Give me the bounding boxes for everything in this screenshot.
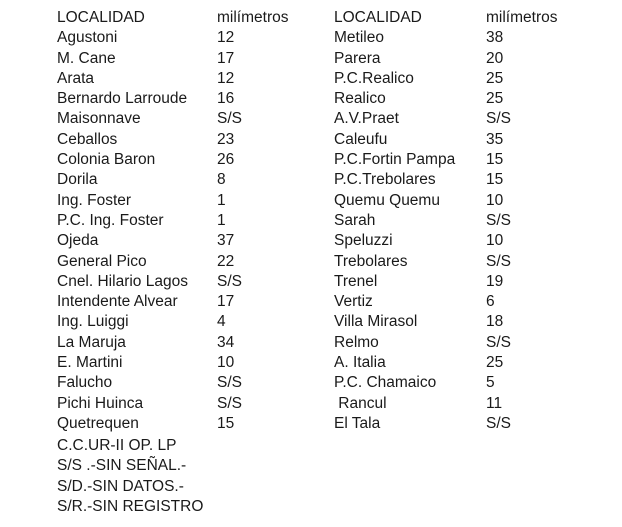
right-milimetros-header: milímetros bbox=[486, 9, 558, 26]
right-value: 20 bbox=[486, 49, 504, 67]
left-locality: General Pico bbox=[57, 252, 147, 270]
left-value: S/S bbox=[217, 272, 242, 290]
left-locality: Pichi Huinca bbox=[57, 394, 144, 412]
left-locality: Ing. Luiggi bbox=[57, 313, 129, 331]
right-locality: Vertiz bbox=[334, 293, 373, 311]
right-value: 25 bbox=[486, 90, 504, 108]
left-value: 37 bbox=[217, 232, 235, 250]
left-value: S/S bbox=[217, 110, 242, 128]
right-value: S/S bbox=[486, 414, 511, 432]
right-locality: Sarah bbox=[334, 211, 376, 229]
left-locality: Intendente Alvear bbox=[57, 293, 178, 311]
left-value: S/S bbox=[217, 394, 242, 412]
right-value: 19 bbox=[486, 272, 504, 290]
left-value: 16 bbox=[217, 90, 235, 108]
left-value: 23 bbox=[217, 130, 235, 148]
left-locality: Cnel. Hilario Lagos bbox=[57, 272, 188, 290]
left-value: 26 bbox=[217, 151, 235, 169]
right-locality: P.C.Realico bbox=[334, 69, 414, 87]
left-locality: M. Cane bbox=[57, 49, 116, 67]
left-locality: Colonia Baron bbox=[57, 151, 156, 169]
left-milimetros-header: milímetros bbox=[217, 9, 289, 26]
left-value: 12 bbox=[217, 29, 235, 47]
left-locality: Agustoni bbox=[57, 29, 118, 47]
right-locality: El Tala bbox=[334, 414, 381, 432]
right-locality: Trenel bbox=[334, 272, 378, 290]
left-value: 4 bbox=[217, 313, 226, 331]
note-sin-datos: S/D.-SIN DATOS.- bbox=[57, 477, 184, 495]
right-value: 10 bbox=[486, 232, 504, 250]
left-locality: Ojeda bbox=[57, 232, 99, 250]
right-locality: Quemu Quemu bbox=[334, 191, 440, 209]
left-locality: Arata bbox=[57, 69, 95, 87]
right-value: 18 bbox=[486, 313, 504, 331]
right-locality: P.C. Chamaico bbox=[334, 374, 437, 392]
left-locality: Dorila bbox=[57, 171, 98, 189]
left-value: 1 bbox=[217, 211, 226, 229]
right-value: 25 bbox=[486, 69, 504, 87]
left-locality: Ceballos bbox=[57, 130, 118, 148]
right-locality: Relmo bbox=[334, 333, 379, 351]
right-value: S/S bbox=[486, 110, 511, 128]
left-value: 10 bbox=[217, 354, 235, 372]
right-localidad-header: LOCALIDAD bbox=[334, 9, 422, 26]
left-value: 15 bbox=[217, 414, 235, 432]
right-locality: Rancul bbox=[334, 394, 387, 412]
right-value: 10 bbox=[486, 191, 504, 209]
right-locality: A.V.Praet bbox=[334, 110, 399, 128]
right-locality: A. Italia bbox=[334, 354, 386, 372]
left-milimetros-column bbox=[217, 8, 288, 434]
left-locality: Bernardo Larroude bbox=[57, 90, 188, 108]
right-value: 38 bbox=[486, 29, 504, 47]
left-value: 17 bbox=[217, 293, 235, 311]
left-value: 12 bbox=[217, 69, 235, 87]
left-value: 22 bbox=[217, 252, 235, 270]
right-value: 25 bbox=[486, 354, 504, 372]
left-locality: P.C. Ing. Foster bbox=[57, 211, 164, 229]
left-value: 34 bbox=[217, 333, 235, 351]
note-source: C.C.UR-II OP. LP bbox=[57, 437, 177, 454]
left-locality: Quetrequen bbox=[57, 414, 139, 432]
left-value: S/S bbox=[217, 374, 242, 392]
right-value: 6 bbox=[486, 293, 495, 311]
left-value: 17 bbox=[217, 49, 235, 67]
right-localidad-column bbox=[334, 8, 455, 434]
right-value: 15 bbox=[486, 151, 504, 169]
right-locality: Trebolares bbox=[334, 252, 408, 270]
note-sin-senal: S/S .-SIN SEÑAL.- bbox=[57, 457, 187, 475]
left-value: 8 bbox=[217, 171, 226, 189]
note-sin-registro: S/R.-SIN REGISTRO bbox=[57, 497, 204, 515]
left-locality: Falucho bbox=[57, 374, 113, 392]
right-locality: P.C.Trebolares bbox=[334, 171, 436, 189]
right-value: S/S bbox=[486, 252, 511, 270]
right-locality: Caleufu bbox=[334, 130, 388, 148]
left-locality: E. Martini bbox=[57, 354, 123, 372]
left-localidad-header: LOCALIDAD bbox=[57, 9, 145, 26]
right-locality: Speluzzi bbox=[334, 232, 393, 250]
right-value: S/S bbox=[486, 211, 511, 229]
right-value: 35 bbox=[486, 130, 504, 148]
left-locality: La Maruja bbox=[57, 333, 126, 351]
left-localidad-column bbox=[57, 8, 188, 434]
right-milimetros-column bbox=[486, 8, 557, 434]
right-locality: Parera bbox=[334, 49, 381, 67]
right-value: S/S bbox=[486, 333, 511, 351]
right-locality: P.C.Fortin Pampa bbox=[334, 151, 456, 169]
right-value: 15 bbox=[486, 171, 504, 189]
right-locality: Metileo bbox=[334, 29, 384, 47]
right-value: 11 bbox=[486, 394, 503, 412]
left-locality: Ing. Foster bbox=[57, 191, 132, 209]
left-value: 1 bbox=[217, 191, 226, 209]
right-value: 5 bbox=[486, 374, 495, 392]
legend-notes bbox=[57, 436, 203, 517]
left-locality: Maisonnave bbox=[57, 110, 141, 128]
right-locality: Realico bbox=[334, 90, 386, 108]
right-locality: Villa Mirasol bbox=[334, 313, 418, 331]
